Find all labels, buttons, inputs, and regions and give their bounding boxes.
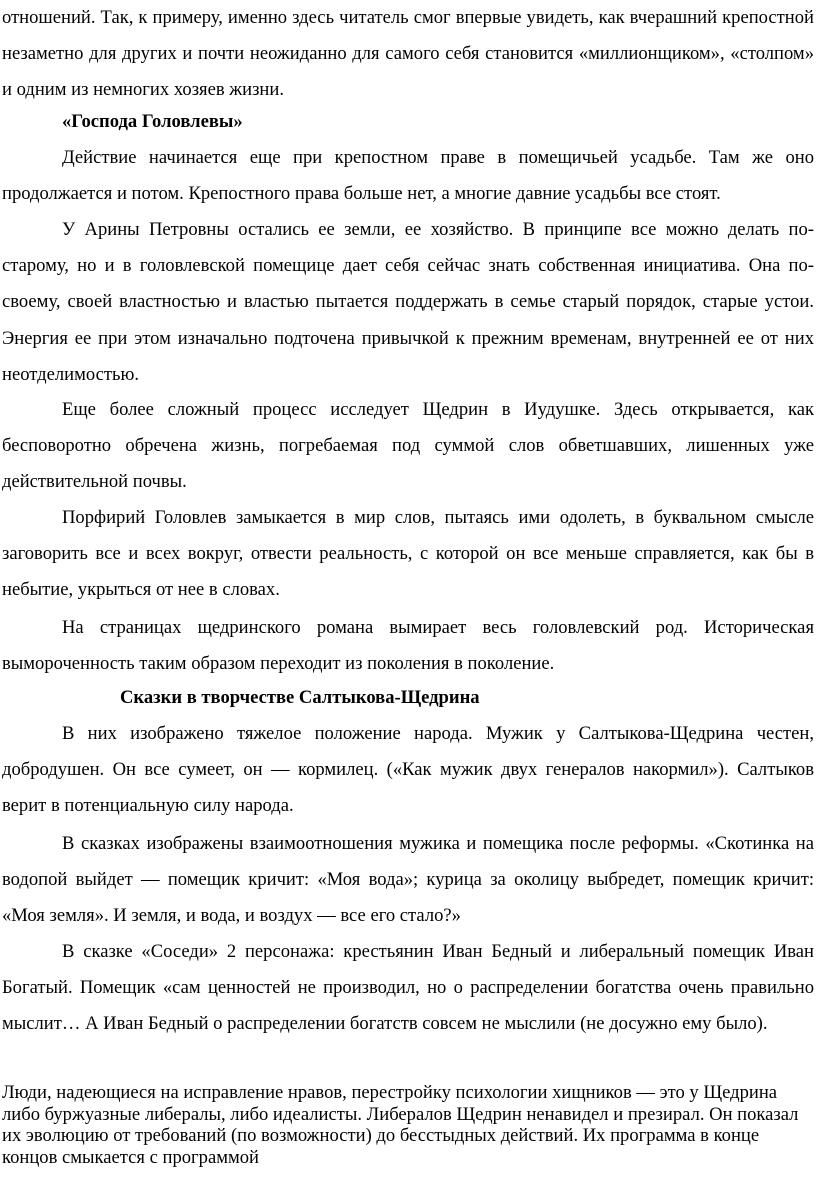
paragraph-tail: Люди, надеющиеся на исправление нравов, перестройку психологии хищников — это у Щедрина либо буржуазные либералы, либо идеалисты. Либералов Щедрин ненавидел и презирал. Он показал их эволюцию от требований (по возможности) до бесстыдных действий. Их программа в конце концов смыкается с программой bbox=[2, 1082, 799, 1168]
section-heading-skazki: Сказки в творчестве Салтыкова-Щедрина bbox=[120, 687, 480, 708]
paragraph-golovlevy-5: На страницах щедринского романа вымирает весь головлевский род. Историческая вымороченность таким образом переходит из поколения в поколение. bbox=[2, 617, 814, 675]
paragraph-skazki-2: В сказках изображены взаимоотношения мужика и помещика после реформы. «Скотинка на водопой выйдет — помещик кричит: «Моя вода»; курица за околицу выбредет, помещик кричит: «Моя земля». И земля, и вода, и воздух — все его стало?» bbox=[2, 833, 814, 927]
paragraph-skazki-3: В сказке «Соседи» 2 персонажа: крестьянин Иван Бедный и либеральный помещик Иван Богатый. Помещик «сам ценностей не производил, но о распределении богатства очень правильно мыслит… А Иван Бедный о распределении богатств совсем не мыслили (не досужно ему было). bbox=[2, 941, 814, 1035]
section-heading-golovlevy: «Господа Головлевы» bbox=[62, 111, 243, 132]
paragraph-golovlevy-3: Еще более сложный процесс исследует Щедрин в Иудушке. Здесь открывается, как бесповоротно обречена жизнь, погребаемая под суммой слов обветшавших, лишенных уже действительной почвы. bbox=[2, 399, 814, 493]
paragraph-golovlevy-4: Порфирий Головлев замыкается в мир слов, пытаясь ими одолеть, в буквальном смысле заговорить все и всех вокруг, отвести реальность, с которой он все меньше справляется, как бы в небытие, укрыться от нее в словах. bbox=[2, 507, 814, 601]
paragraph-continuation: отношений. Так, к примеру, именно здесь читатель смог впервые увидеть, как вчерашний крепостной незаметно для других и почти неожиданно для самого себя становится «миллионщиком», «столпом» и одним из немногих хозяев жизни. bbox=[2, 7, 814, 101]
paragraph-golovlevy-1: Действие начинается еще при крепостном праве в помещичьей усадьбе. Там же оно продолжается и потом. Крепостного права больше нет, а многие давние усадьбы все стоят. bbox=[2, 147, 814, 205]
paragraph-golovlevy-2: У Арины Петровны остались ее земли, ее хозяйство. В принципе все можно делать по-старому, но и в головлевской помещице дает себя сейчас знать собственная инициатива. Она по-своему, своей властностью и властью пытается поддержать в семье старый порядок, старые устои. Энергия ее при этом изначально подточена привычкой к прежним временам, внутренней ее от них неотделимостью. bbox=[2, 219, 814, 385]
paragraph-skazki-1: В них изображено тяжелое положение народа. Мужик у Салтыкова-Щедрина честен, добродушен. Он все сумеет, он — кормилец. («Как мужик двух генералов накормил»). Салтыков верит в потенциальную силу народа. bbox=[2, 723, 814, 817]
